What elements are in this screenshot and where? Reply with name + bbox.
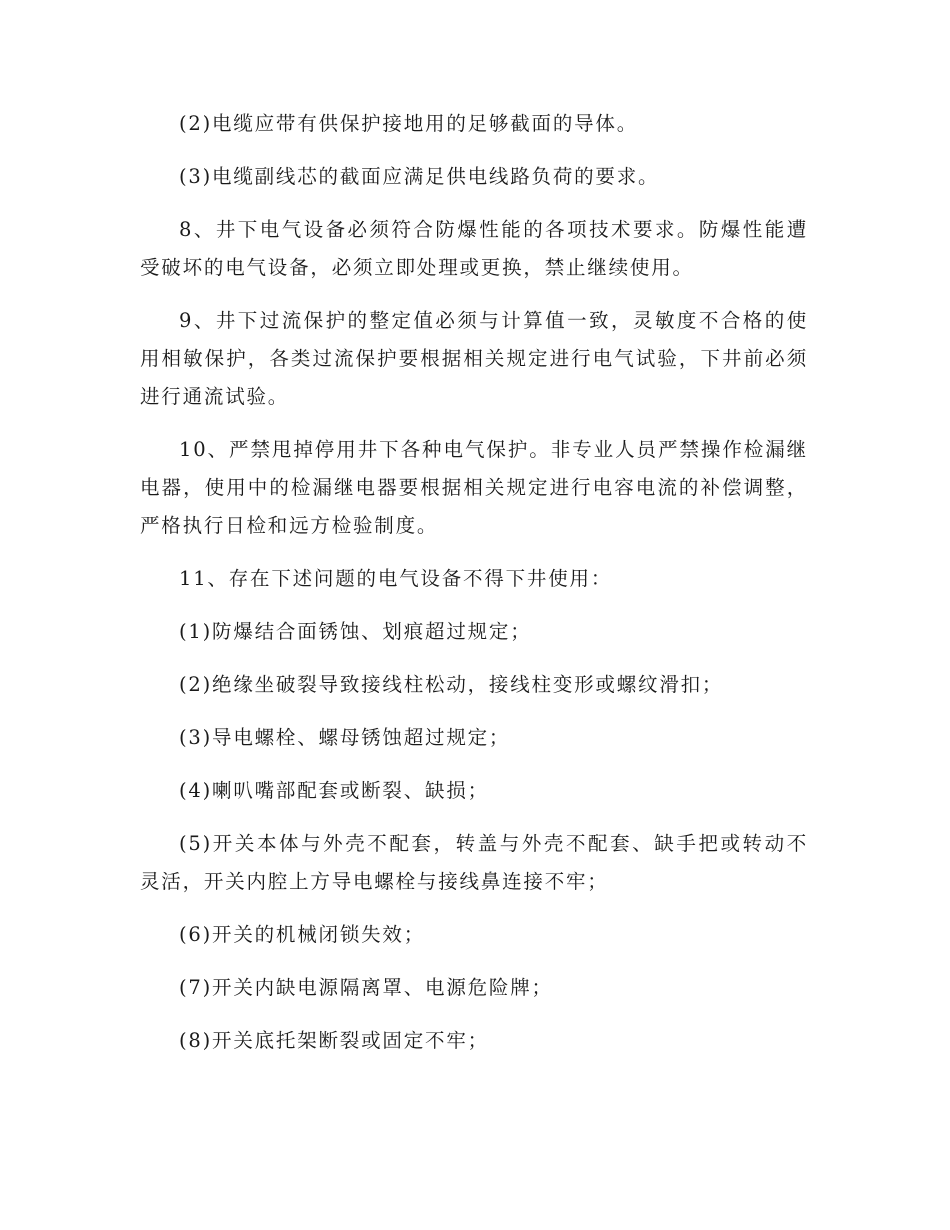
list-item-1: (1)防爆结合面锈蚀、划痕超过规定；: [179, 620, 532, 643]
paragraph-item-8: 8、井下电气设备必须符合防爆性能的各项技术要求。防爆性能遭受破坏的电气设备，必须立即处理或更换，禁止继续使用。: [140, 218, 808, 279]
paragraph-item-10: 10、严禁甩掉停用井下各种电气保护。非专业人员严禁操作检漏继电器，使用中的检漏继电器要根据相关规定进行电容电流的补偿调整，严格执行日检和远方检验制度。: [140, 438, 808, 537]
list-item-5: (5)开关本体与外壳不配套，转盖与外壳不配套、缺手把或转动不灵活，开关内腔上方导电螺栓与接线鼻连接不牢；: [140, 832, 808, 893]
paragraph-item-11: 11、存在下述问题的电气设备不得下井使用：: [179, 567, 613, 590]
list-item-4: (4)喇叭嘴部配套或断裂、缺损；: [179, 779, 489, 802]
list-item-6: (6)开关的机械闭锁失效；: [179, 923, 426, 946]
paragraph-item-9: 9、井下过流保护的整定值必须与计算值一致，灵敏度不合格的使用相敏保护，各类过流保护要根据相关规定进行电气试验，下井前必须进行通流试验。: [140, 309, 808, 408]
list-item-2: (2)绝缘坐破裂导致接线柱松动，接线柱变形或螺纹滑扣；: [179, 673, 724, 696]
list-item-7: (7)开关内缺电源隔离罩、电源危险牌；: [179, 976, 553, 999]
paragraph-cable-ground-conductor: (2)电缆应带有供保护接地用的足够截面的导体。: [179, 112, 639, 135]
list-item-8: (8)开关底托架断裂或固定不牢；: [179, 1029, 489, 1052]
paragraph-cable-auxiliary-core: (3)电缆副线芯的截面应满足供电线路负荷的要求。: [179, 165, 660, 188]
list-item-3: (3)导电螺栓、螺母锈蚀超过规定；: [179, 726, 511, 749]
document-page: [140, 105, 808, 1075]
